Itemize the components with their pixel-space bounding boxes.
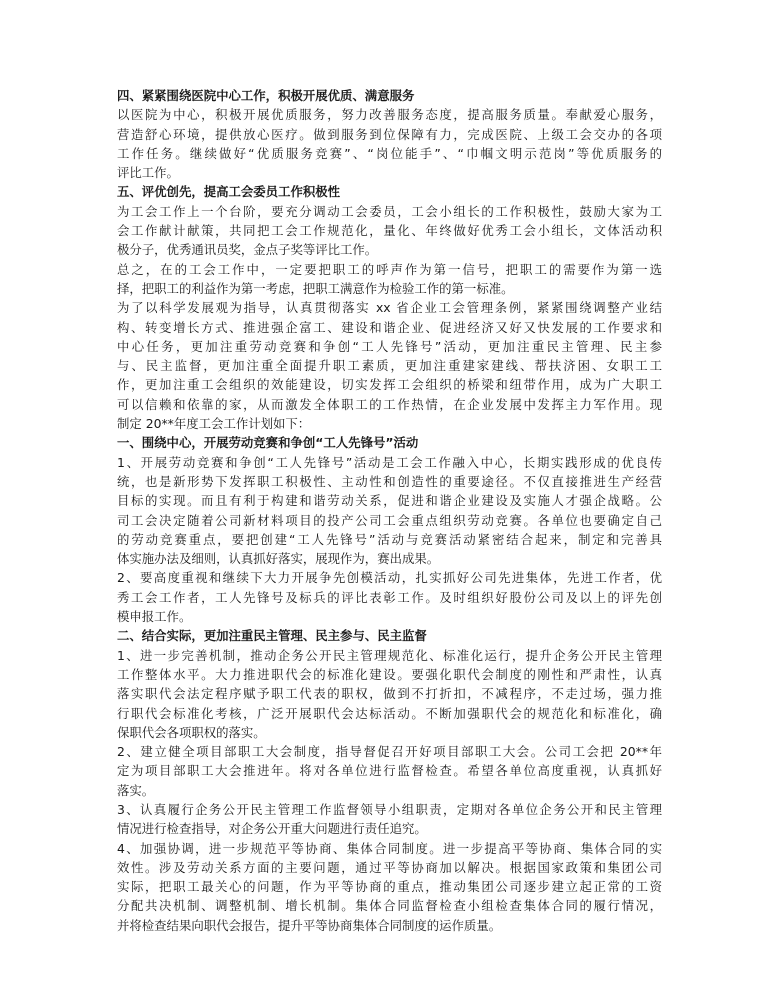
text-line: 营造舒心环境，提供放心医疗。做到服务到位保障有力，完成医院、上级工会交办的各项 <box>117 126 662 142</box>
text-line: 评比工作。 <box>117 165 179 181</box>
text-line: 极分子，优秀通讯员奖，金点子奖等评比工作。 <box>117 242 378 258</box>
text-line: 总之，在的工会工作中，一定要把职工的呼声作为第一信号，把职工的需要作为第一选 <box>117 261 662 277</box>
text-line: 实际，把职工最关心的问题，作为平等协商的重点，推动集团公司逐步建立起正常的工资 <box>117 879 662 895</box>
text-line: 保职代会各项职权的落实。 <box>117 724 266 740</box>
text-line: 的劳动竞赛重点，要把创建“工人先锋号”活动与竞赛活动紧密结合起来，制定和完善具 <box>117 531 662 547</box>
text-line: 可以信赖和依靠的家，从而激发全体职工的工作热情，在企业发展中发挥主力军作用。现 <box>117 396 662 412</box>
text-line: 模申报工作。 <box>117 609 192 625</box>
text-line: 作，更加注重工会组织的效能建设，切实发挥工会组织的桥梁和纽带作用，成为广大职工 <box>117 377 662 393</box>
text-line: 会工作献计献策，共同把工会工作规范化，量化、年终做好优秀工会小组长，文体活动积 <box>117 223 662 239</box>
text-line: 1、进一步完善机制，推动企务公开民主管理规范化、标准化运行，提升企务公开民主管理 <box>117 647 662 663</box>
text-line: 择，把职工的利益作为第一考虑，把职工满意作为检验工作的第一标准。 <box>117 280 514 296</box>
text-line: 体实施办法及细则，认真抓好落实，展现作为，赛出成果。 <box>117 551 440 567</box>
text-line: 秀工会工作者，工人先锋号及标兵的评比表彰工作。及时组织好股份公司及以上的评先创 <box>117 589 662 605</box>
text-line: 2、建立健全项目部职工大会制度，指导督促召开好项目部职工大会。公司工会把 20**年 <box>117 744 662 760</box>
text-line: 并将检查结果向职代会报告，提升平等协商集体合同制度的运作质量。 <box>117 917 502 933</box>
text-line: 构、转变增长方式、推进强企富工、建设和谐企业、促进经济又好又快发展的工作要求和 <box>117 319 662 335</box>
section-heading: 二、结合实际，更加注重民主管理、民主参与、民主监督 <box>117 628 427 644</box>
section-heading: 四、紧紧围绕医院中心工作，积极开展优质、满意服务 <box>117 88 415 103</box>
text-line: 效性。涉及劳动关系方面的主要问题，通过平等协商加以解决。根据国家政策和集团公司 <box>117 859 662 875</box>
text-line: 落实。 <box>117 782 155 798</box>
text-line: 3、认真履行企务公开民主管理工作监督领导小组职责，定期对各单位企务公开和民主管理 <box>117 801 662 817</box>
text-line: 2、要高度重视和继续下大力开展争先创模活动，扎实抓好公司先进集体，先进工作者，优 <box>117 570 662 586</box>
section-heading: 一、围绕中心，开展劳动竞赛和争创“工人先锋号”活动 <box>117 435 419 451</box>
text-line: 司工会决定随着公司新材料项目的投产公司工会重点组织劳动竞赛。各单位也要确定自己 <box>117 512 662 528</box>
text-line: 工作整体水平。大力推进职代会的标准化建设。要强化职代会制度的刚性和严肃性，认真 <box>117 666 662 682</box>
text-line: 统，也是新形势下发挥职工积极性、主动性和创造性的重要途径。不仅直接推进生产经营 <box>117 473 662 489</box>
text-line: 情况进行检查指导，对企务公开重大问题进行责任追究。 <box>117 821 427 837</box>
section-heading: 五、评优创先，提高工会委员工作积极性 <box>117 184 341 200</box>
text-line: 中心任务，更加注重劳动竞赛和争创“工人先锋号”活动，更加注重民主管理、民主参 <box>117 338 662 354</box>
text-line: 为工会工作上一个台阶，要充分调动工会委员，工会小组长的工作积极性，鼓励大家为工 <box>117 203 662 219</box>
text-line: 1、开展劳动竞赛和争创“工人先锋号”活动是工会工作融入中心，长期实践形成的优良传 <box>117 454 662 470</box>
text-line: 以医院为中心，积极开展优质服务，努力改善服务态度，提高服务质量。奉献爱心服务， <box>117 107 662 123</box>
document-body <box>117 86 662 935</box>
text-line: 制定 20**年度工会工作计划如下： <box>117 416 311 432</box>
text-line: 目标的实现。而且有利于构建和谐劳动关系，促进和谐企业建设及实施人才强企战略。公 <box>117 493 662 509</box>
text-line: 定为项目部职工大会推进年。将对各单位进行监督检查。希望各单位高度重视，认真抓好 <box>117 763 662 779</box>
text-line: 工作任务。继续做好“优质服务竞赛”、“岗位能手”、“巾帼文明示范岗”等优质服务的 <box>117 145 662 161</box>
text-line: 分配共决机制、调整机制、增长机制。集体合同监督检查小组检查集体合同的履行情况， <box>117 898 662 914</box>
text-line: 4、加强协调，进一步规范平等协商、集体合同制度。进一步提高平等协商、集体合同的实 <box>117 840 662 856</box>
text-line: 落实职代会法定程序赋予职工代表的职权，做到不打折扣，不减程序，不走过场，强力推 <box>117 686 662 702</box>
text-line: 为了以科学发展观为指导，认真贯彻落实 xx 省企业工会管理条例，紧紧围绕调整产业结 <box>117 300 662 316</box>
text-line: 行职代会标准化考核，广泛开展职代会达标活动。不断加强职代会的规范化和标准化，确 <box>117 705 662 721</box>
text-line: 与、民主监督，更加注重全面提升职工素质，更加注重建家建线、帮扶济困、女职工工 <box>117 358 662 374</box>
